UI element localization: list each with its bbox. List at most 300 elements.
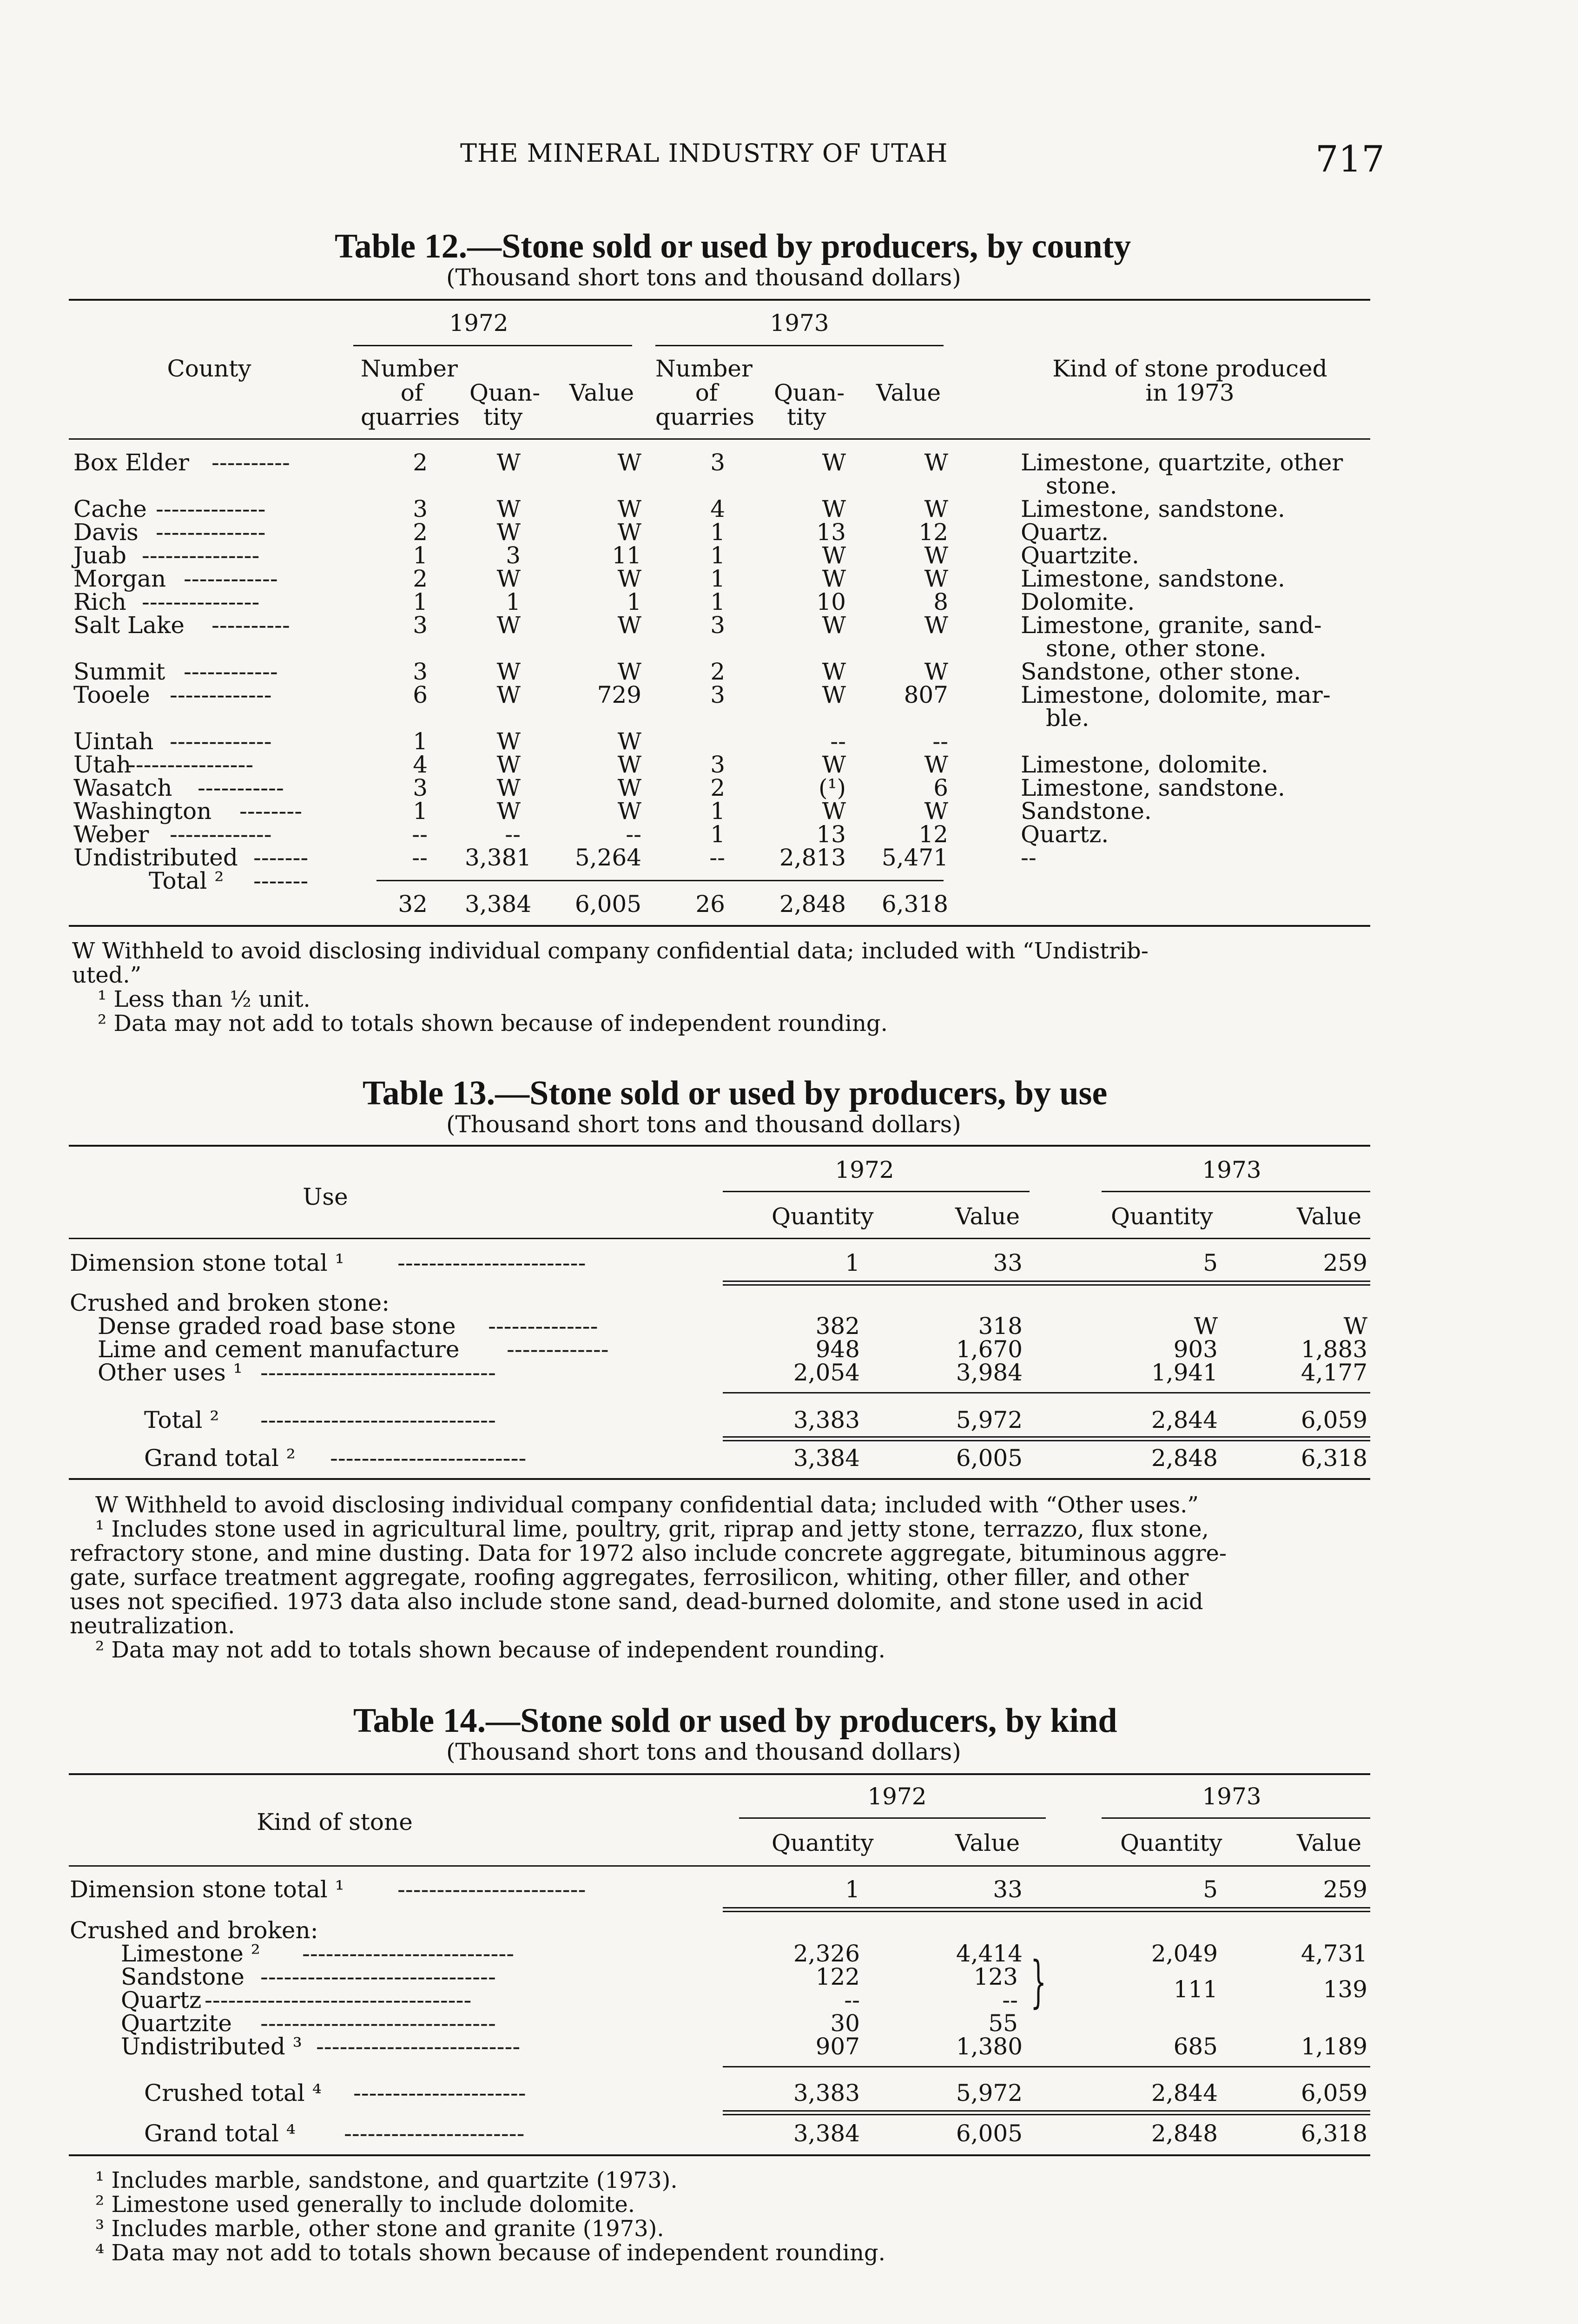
- running-title: THE MINERAL INDUSTRY OF UTAH: [460, 139, 948, 168]
- cell: --: [1021, 844, 1037, 871]
- county-name: Uintah: [73, 728, 154, 755]
- cell: W: [617, 658, 641, 685]
- sum-rule: [723, 2114, 1370, 2115]
- dot-leader: --------------------------: [316, 2033, 521, 2060]
- row-label: Other uses ¹: [98, 1359, 243, 1386]
- column-header: tity: [483, 403, 523, 430]
- cell: W: [617, 495, 641, 522]
- table-rule: [1102, 1817, 1370, 1819]
- cell: W: [924, 798, 948, 825]
- cell: --: [932, 728, 948, 755]
- cell: 685: [1173, 2033, 1218, 2060]
- county-name: Utah: [73, 751, 132, 778]
- county-name: Rich: [73, 588, 126, 615]
- cell: 318: [978, 1313, 1023, 1340]
- cell: 1,670: [956, 1336, 1023, 1363]
- cell: W: [496, 798, 521, 825]
- cell: 123: [973, 1963, 1018, 1990]
- cell: 33: [993, 1876, 1023, 1903]
- sum-rule: [723, 1392, 1370, 1393]
- cell: 1: [710, 542, 725, 569]
- cell: 111: [1173, 1976, 1218, 2003]
- cell: --: [505, 821, 521, 848]
- sum-rule: [723, 1436, 1370, 1438]
- table-rule: [69, 2154, 1370, 2156]
- cell: stone, other stone.: [1046, 635, 1267, 662]
- county-name: Cache: [73, 495, 147, 522]
- total-label: Total ²: [149, 867, 224, 894]
- cell: 5,471: [881, 844, 948, 871]
- cell: 2,813: [779, 844, 846, 871]
- cell: W: [924, 612, 948, 639]
- row-label: Sandstone: [121, 1963, 244, 1990]
- cell: 6,005: [956, 2120, 1023, 2147]
- dot-leader: ---------------: [142, 542, 260, 569]
- cell: W: [496, 774, 521, 801]
- cell: Dolomite.: [1021, 588, 1135, 615]
- dot-leader: ----------: [211, 612, 290, 639]
- cell: 122: [815, 1963, 860, 1990]
- sum-rule: [723, 2066, 1370, 2067]
- cell: W: [617, 565, 641, 592]
- cell: (¹): [818, 774, 846, 801]
- column-header: Number: [361, 355, 458, 382]
- cell: 4,414: [956, 1940, 1023, 1967]
- cell: 807: [904, 681, 948, 708]
- county-name: Undistributed: [73, 844, 238, 871]
- footnote: ¹ Includes stone used in agricultural lime, poultry, grit, riprap and jetty stone, terrazzo, flux stone,: [95, 1516, 1209, 1542]
- table-rule: [69, 299, 1370, 301]
- cell: 6: [933, 774, 948, 801]
- row-label: Quartz: [121, 1987, 202, 2014]
- cell: 12: [918, 519, 948, 546]
- cell: 1,380: [956, 2033, 1023, 2060]
- cell: 6,318: [881, 891, 948, 918]
- cell: Sandstone.: [1021, 798, 1152, 825]
- cell: 1: [413, 542, 428, 569]
- cell: 2: [413, 519, 428, 546]
- column-header: Kind of stone produced: [1052, 355, 1327, 382]
- sum-rule: [723, 2110, 1370, 2112]
- cell: 3,384: [793, 1445, 860, 1472]
- cell: Quartz.: [1021, 821, 1109, 848]
- cell: 6,005: [956, 1445, 1023, 1472]
- cell: W: [496, 751, 521, 778]
- cell: Quartzite.: [1021, 542, 1139, 569]
- cell: 2: [710, 774, 725, 801]
- cell: W: [496, 612, 521, 639]
- column-header: County: [167, 355, 251, 382]
- cell: 2,326: [793, 1940, 860, 1967]
- footnote: ¹ Includes marble, sandstone, and quartzite (1973).: [95, 2167, 678, 2193]
- dot-leader: -------------: [507, 1336, 609, 1363]
- cell: 1,189: [1301, 2033, 1367, 2060]
- cell: 1: [413, 798, 428, 825]
- table-rule: [69, 438, 1370, 440]
- cell: W: [617, 612, 641, 639]
- cell: 33: [993, 1249, 1023, 1276]
- dot-leader: -------------: [170, 681, 272, 708]
- county-name: Juab: [73, 542, 127, 569]
- dot-leader: ---------------: [142, 588, 260, 615]
- cell: 139: [1323, 1976, 1367, 2003]
- table-rule: [69, 1773, 1370, 1775]
- cell: 6,318: [1301, 1445, 1367, 1472]
- footnote: ¹ Less than ½ unit.: [98, 986, 310, 1012]
- total-label: Total ²: [144, 1406, 219, 1433]
- column-header: Quan-: [774, 379, 845, 406]
- column-header: Quan-: [469, 379, 541, 406]
- cell: W: [822, 449, 846, 476]
- dot-leader: --------------: [156, 495, 266, 522]
- dot-leader: -------: [253, 867, 309, 894]
- dot-leader: ------------------------------: [260, 1963, 496, 1990]
- cell: W: [496, 658, 521, 685]
- cell: 2: [413, 565, 428, 592]
- cell: --: [844, 1987, 860, 2014]
- county-name: Tooele: [73, 681, 150, 708]
- cell: 907: [815, 2033, 860, 2060]
- cell: W: [617, 449, 641, 476]
- table-rule: [739, 1817, 1046, 1819]
- county-name: Weber: [73, 821, 149, 848]
- table-rule: [723, 1911, 1370, 1912]
- cell: 1,941: [1151, 1359, 1218, 1386]
- cell: stone.: [1046, 472, 1117, 499]
- cell: 3: [506, 542, 521, 569]
- column-header: Quantity: [772, 1829, 874, 1856]
- column-header: 1973: [770, 310, 829, 337]
- cell: 4,177: [1301, 1359, 1367, 1386]
- section-header: Crushed and broken stone:: [70, 1289, 390, 1316]
- dot-leader: ---------------------------: [302, 1940, 515, 1967]
- table-rule: [69, 1478, 1370, 1480]
- cell: 729: [597, 681, 641, 708]
- dot-leader: ------------------------------: [260, 2010, 496, 2037]
- footnote: ² Limestone used generally to include dolomite.: [95, 2192, 635, 2218]
- county-name: Summit: [73, 658, 165, 685]
- cell: 11: [612, 542, 641, 569]
- cell: 1: [413, 728, 428, 755]
- cell: W: [924, 495, 948, 522]
- column-header: quarries: [655, 403, 755, 430]
- table-rule: [723, 1281, 1370, 1282]
- cell: W: [924, 565, 948, 592]
- cell: 3,384: [793, 2120, 860, 2147]
- grand-total-label: Grand total ²: [144, 1445, 296, 1472]
- column-header: tity: [787, 403, 826, 430]
- cell: W: [822, 542, 846, 569]
- column-header: Quantity: [1120, 1829, 1222, 1856]
- cell: W: [822, 658, 846, 685]
- cell: 32: [398, 891, 428, 918]
- cell: W: [822, 751, 846, 778]
- cell: 3: [413, 658, 428, 685]
- cell: Quartz.: [1021, 519, 1109, 546]
- cell: W: [822, 612, 846, 639]
- dot-leader: -----------: [198, 774, 284, 801]
- column-header: in 1973: [1145, 379, 1235, 406]
- cell: W: [822, 798, 846, 825]
- table-rule: [723, 1907, 1370, 1908]
- cell: 3,383: [793, 2080, 860, 2106]
- cell: 1: [845, 1876, 860, 1903]
- dot-leader: --------: [239, 798, 303, 825]
- cell: 2,848: [1151, 1445, 1218, 1472]
- cell: Sandstone, other stone.: [1021, 658, 1301, 685]
- cell: 6,005: [574, 891, 641, 918]
- cell: 3: [710, 449, 725, 476]
- dot-leader: ----------------: [128, 751, 254, 778]
- footnote: ³ Includes marble, other stone and granite (1973).: [95, 2216, 664, 2242]
- column-header: of: [400, 379, 423, 406]
- cell: 6,318: [1301, 2120, 1367, 2147]
- cell: 5,972: [956, 1406, 1023, 1433]
- column-header: Value: [955, 1203, 1020, 1230]
- cell: 1: [710, 588, 725, 615]
- table-rule: [1102, 1191, 1370, 1192]
- column-header: Quantity: [1111, 1203, 1213, 1230]
- dot-leader: ----------: [211, 449, 290, 476]
- cell: W: [924, 658, 948, 685]
- footnote: ² Data may not add to totals shown because of independent rounding.: [95, 1637, 885, 1663]
- footnote: W Withheld to avoid disclosing individual company confidential data; included with “Other uses.”: [95, 1492, 1199, 1518]
- cell: Limestone, granite, sand-: [1021, 612, 1322, 639]
- dot-leader: ------------------------------: [260, 1359, 496, 1386]
- cell: W: [496, 519, 521, 546]
- table-14-subtitle: (Thousand short tons and thousand dollars): [446, 1738, 961, 1765]
- cell: W: [617, 751, 641, 778]
- table-rule: [69, 1865, 1370, 1867]
- column-header: Quantity: [772, 1203, 874, 1230]
- table-rule: [69, 925, 1370, 927]
- column-header: Value: [876, 379, 941, 406]
- cell: 2: [413, 449, 428, 476]
- table-12-subtitle: (Thousand short tons and thousand dollars): [446, 264, 961, 291]
- cell: Limestone, quartzite, other: [1021, 449, 1343, 476]
- column-header: Use: [303, 1183, 348, 1210]
- county-name: Wasatch: [73, 774, 172, 801]
- cell: 13: [816, 519, 846, 546]
- cell: 5,264: [574, 844, 641, 871]
- dot-leader: -------: [253, 844, 309, 871]
- cell: 259: [1323, 1249, 1367, 1276]
- section-header: Crushed and broken:: [70, 1917, 318, 1944]
- cell: W: [496, 728, 521, 755]
- cell: W: [617, 519, 641, 546]
- cell: 1: [710, 565, 725, 592]
- cell: W: [617, 728, 641, 755]
- cell: 6,059: [1301, 2080, 1367, 2106]
- cell: 4,731: [1301, 1940, 1367, 1967]
- table-rule: [723, 1191, 1030, 1192]
- cell: 3: [413, 774, 428, 801]
- table-rule: [723, 1284, 1370, 1286]
- county-name: Morgan: [73, 565, 166, 592]
- table-rule: [353, 345, 632, 346]
- cell: W: [1194, 1313, 1218, 1340]
- cell: 5: [1203, 1876, 1218, 1903]
- cell: 26: [695, 891, 725, 918]
- row-label: Dense graded road base stone: [98, 1313, 456, 1340]
- cell: --: [412, 844, 428, 871]
- dot-leader: --------------: [156, 519, 266, 546]
- column-header: 1972: [835, 1156, 894, 1183]
- cell: --: [830, 728, 846, 755]
- dot-leader: ------------------------: [397, 1249, 586, 1276]
- table-14-title: Table 14.—Stone sold or used by producers, by kind: [353, 1702, 1117, 1740]
- cell: 3: [710, 612, 725, 639]
- cell: 2: [710, 658, 725, 685]
- cell: --: [412, 821, 428, 848]
- cell: 1: [845, 1249, 860, 1276]
- sum-rule: [376, 880, 944, 881]
- cell: 2,844: [1151, 1406, 1218, 1433]
- dot-leader: ------------------------------: [260, 1406, 496, 1433]
- dot-leader: -----------------------: [344, 2120, 525, 2147]
- column-header: Value: [955, 1829, 1020, 1856]
- footnote: uses not specified. 1973 data also include stone sand, dead-burned dolomite, and stone used in acid: [70, 1589, 1203, 1615]
- cell: 2,848: [1151, 2120, 1218, 2147]
- cell: W: [924, 542, 948, 569]
- cell: Limestone, dolomite.: [1021, 751, 1268, 778]
- column-header: 1972: [449, 310, 508, 337]
- county-name: Washington: [73, 798, 212, 825]
- bracket-mark: }: [1030, 1950, 1047, 2014]
- county-name: Box Elder: [73, 449, 189, 476]
- row-label: Dimension stone total ¹: [70, 1876, 344, 1903]
- cell: 3,384: [465, 891, 532, 918]
- cell: 1: [710, 798, 725, 825]
- column-header: Value: [1297, 1829, 1362, 1856]
- cell: 1,883: [1301, 1336, 1367, 1363]
- cell: W: [617, 774, 641, 801]
- cell: W: [924, 449, 948, 476]
- footnote: refractory stone, and mine dusting. Data for 1972 also include concrete aggregate, bituminous aggre-: [70, 1540, 1227, 1566]
- row-label: Undistributed ³: [121, 2033, 302, 2060]
- cell: 2,848: [779, 891, 846, 918]
- footnote: W Withheld to avoid disclosing individual company confidential data; included with “Undistrib-: [72, 938, 1149, 964]
- cell: Limestone, sandstone.: [1021, 565, 1285, 592]
- cell: 6,059: [1301, 1406, 1367, 1433]
- cell: 3: [710, 681, 725, 708]
- cell: Limestone, sandstone.: [1021, 495, 1285, 522]
- grand-total-label: Grand total ⁴: [144, 2120, 296, 2147]
- column-header: Number: [655, 355, 753, 382]
- dot-leader: -------------: [170, 821, 272, 848]
- cell: Limestone, dolomite, mar-: [1021, 681, 1331, 708]
- row-label: Lime and cement manufacture: [98, 1336, 460, 1363]
- dot-leader: --------------: [488, 1313, 598, 1340]
- cell: 259: [1323, 1876, 1367, 1903]
- cell: 4: [710, 495, 725, 522]
- cell: 5: [1203, 1249, 1218, 1276]
- cell: W: [496, 565, 521, 592]
- cell: W: [496, 681, 521, 708]
- cell: --: [709, 844, 725, 871]
- cell: W: [924, 751, 948, 778]
- row-label: Limestone ²: [121, 1940, 260, 1967]
- row-label: Quartzite: [121, 2010, 232, 2037]
- cell: 8: [933, 588, 948, 615]
- county-name: Davis: [73, 519, 139, 546]
- footnote: gate, surface treatment aggregate, roofing aggregates, ferrosilicon, whiting, other filler, and other: [70, 1565, 1189, 1591]
- table-12-title: Table 12.—Stone sold or used by producers, by county: [335, 227, 1131, 265]
- cell: 1: [506, 588, 521, 615]
- cell: 13: [816, 821, 846, 848]
- cell: W: [822, 565, 846, 592]
- cell: 1: [627, 588, 641, 615]
- cell: 3,383: [793, 1406, 860, 1433]
- cell: ble.: [1046, 705, 1089, 732]
- table-rule: [69, 1238, 1370, 1239]
- page-number: 717: [1315, 139, 1385, 180]
- cell: 2,049: [1151, 1940, 1218, 1967]
- cell: 2,844: [1151, 2080, 1218, 2106]
- cell: 55: [988, 2010, 1018, 2037]
- dot-leader: ------------: [184, 565, 278, 592]
- cell: 3: [710, 751, 725, 778]
- footnote: ⁴ Data may not add to totals shown because of independent rounding.: [95, 2240, 885, 2266]
- cell: 3: [413, 495, 428, 522]
- cell: 12: [918, 821, 948, 848]
- cell: 5,972: [956, 2080, 1023, 2106]
- cell: 3,984: [956, 1359, 1023, 1386]
- footnote: uted.”: [72, 962, 142, 988]
- cell: 382: [815, 1313, 860, 1340]
- cell: 1: [710, 821, 725, 848]
- table-13-subtitle: (Thousand short tons and thousand dollars): [446, 1111, 961, 1138]
- cell: 3,381: [465, 844, 532, 871]
- table-rule: [655, 345, 944, 346]
- dot-leader: -------------------------: [330, 1445, 527, 1472]
- column-header: 1973: [1202, 1783, 1261, 1810]
- column-header: of: [695, 379, 718, 406]
- cell: W: [496, 495, 521, 522]
- cell: W: [496, 449, 521, 476]
- dot-leader: ------------: [184, 658, 278, 685]
- column-header: 1972: [867, 1783, 927, 1810]
- cell: W: [617, 798, 641, 825]
- cell: 2,054: [793, 1359, 860, 1386]
- cell: Limestone, sandstone.: [1021, 774, 1285, 801]
- dot-leader: ----------------------------------: [205, 1987, 472, 2014]
- table-rule: [69, 1145, 1370, 1147]
- cell: 3: [413, 612, 428, 639]
- cell: 903: [1173, 1336, 1218, 1363]
- dot-leader: ----------------------: [353, 2080, 526, 2106]
- cell: 1: [710, 519, 725, 546]
- cell: 30: [830, 2010, 860, 2037]
- dot-leader: -------------: [170, 728, 272, 755]
- total-label: Crushed total ⁴: [144, 2080, 322, 2106]
- column-header: Value: [569, 379, 634, 406]
- dot-leader: ------------------------: [397, 1876, 586, 1903]
- cell: W: [822, 495, 846, 522]
- county-name: Salt Lake: [73, 612, 185, 639]
- table-13-title: Table 13.—Stone sold or used by producers, by use: [363, 1074, 1108, 1112]
- cell: W: [822, 681, 846, 708]
- cell: 10: [816, 588, 846, 615]
- column-header: Value: [1297, 1203, 1362, 1230]
- cell: 6: [413, 681, 428, 708]
- cell: 948: [815, 1336, 860, 1363]
- footnote: ² Data may not add to totals shown because of independent rounding.: [98, 1010, 888, 1037]
- cell: 1: [413, 588, 428, 615]
- cell: --: [626, 821, 641, 848]
- column-header: 1973: [1202, 1156, 1261, 1183]
- cell: W: [1343, 1313, 1367, 1340]
